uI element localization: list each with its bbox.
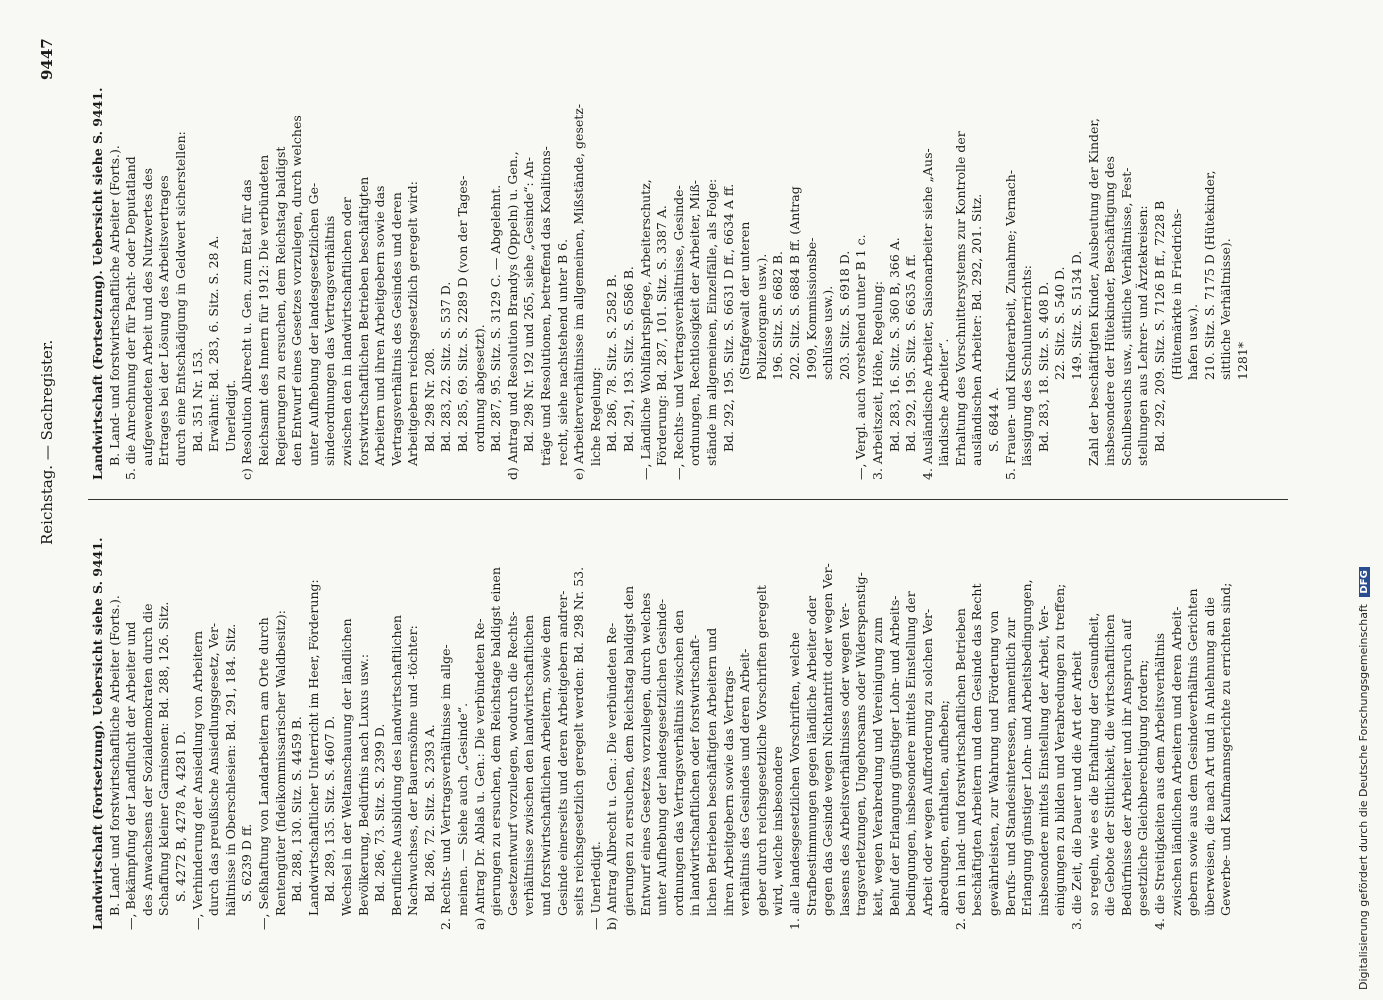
left-column-line: unter Aufhebung der landesgesetzlichen Gesinde- xyxy=(654,598,670,916)
right-column-line: (Hütemärkte in Friedrichs- xyxy=(1168,208,1184,380)
left-column-line: S. 4272 B, 4278 A, 4281 D. xyxy=(172,730,188,902)
right-column-line: Bd. 351 Nr. 153. xyxy=(189,347,205,452)
right-column-line: Bd. 285, 69. Sitz. S. 2289 D (von der Tages- xyxy=(455,175,471,452)
left-column-line: —, Verhinderung der Ansiedlung von Arbeitern xyxy=(189,630,205,930)
right-column-line: unter Aufhebung der landesgesetzlichen Ge- xyxy=(305,182,321,466)
left-column-line: tragsverletzungen, Ungehorsams oder Widerspenstig- xyxy=(853,572,869,916)
left-column-line: 3. die Zeit, die Dauer und die Art der Arbeit xyxy=(1069,651,1085,930)
right-column-line: Bd. 298 Nr. 192 und 265, siehe „Gesinde“: An- xyxy=(521,157,537,452)
right-column-line: 3. Arbeitszeit, Höhe, Regelung: xyxy=(869,280,885,480)
left-column-line: Gesetzentwurf vorzulegen, wodurch die Rechts- xyxy=(504,611,520,916)
left-column-line: die Gebote der Sittlichkeit, die wirtschaftlichen xyxy=(1102,614,1118,916)
right-column-line: liche Regelung: xyxy=(587,367,603,466)
left-column-line: wird, welche insbesondere xyxy=(770,746,786,916)
right-column-line: 149. Sitz. S. 5134 D. xyxy=(1069,250,1085,380)
right-column-line: 203. Sitz. S. 6918 D. xyxy=(836,250,852,380)
left-column-line: hältnisse in Oberschlesien: Bd. 291, 184. Sitz. xyxy=(222,623,238,916)
left-column-line: Bevölkerung, Bedürfnis nach Luxus usw.: xyxy=(355,653,371,916)
left-column-line: 4. die Streitigkeiten aus dem Arbeitsverhältnis xyxy=(1152,632,1167,930)
column-divider xyxy=(88,499,1288,500)
right-column-line: Bd. 283, 22. Sitz. S. 537 D. xyxy=(438,281,454,452)
left-column-heading: Landwirtschaft (Fortsetzung). Uebersicht siehe S. 9441. xyxy=(90,537,105,930)
right-column-line: Bd. 291, 193. Sitz. S. 6586 B. xyxy=(621,266,636,452)
right-column-line: Erhaltung des Vorschnittersystems zur Kontrolle der xyxy=(952,131,968,466)
right-column-line: e) Arbeiterverhältnisse im allgemeinen, Mißstände, gesetz- xyxy=(571,103,587,480)
left-column-line: Bd. 286, 73. Sitz. S. 2399 D. xyxy=(372,723,388,902)
left-column-line: keit, wegen Verabredung und Vereinigung zum xyxy=(869,617,885,916)
right-column-line: S. 6844 A. xyxy=(986,387,1002,452)
left-column-line: einigungen zu bilden und Verabredungen zu treffen; xyxy=(1052,583,1068,916)
right-column-line: träge und Resolutionen, betreffend das Koalitions- xyxy=(538,146,554,466)
right-column-line: 196. Sitz. S. 6682 B. xyxy=(770,251,786,380)
right-column-line: Bd. 292, 209. Sitz. S. 7126 B ff., 7228 B xyxy=(1152,200,1167,452)
right-column-line: Förderung: Bd. 287, 101. Sitz. S. 3387 A. xyxy=(654,205,670,466)
right-column-line: Polizeiorgane usw.). xyxy=(753,253,769,380)
left-column-line: ordnungen das Vertragsverhältnis zwischen den xyxy=(670,609,686,916)
digitization-credit xyxy=(1357,567,1370,990)
right-column-line: —, Ländliche Wohlfahrtspflege, Arbeiterschutz, xyxy=(637,179,653,480)
left-column-line: Behuf der Erlangung günstiger Lohn- und Arbeits- xyxy=(886,595,902,916)
page-number: 9447 xyxy=(38,38,56,80)
right-column-line: Bd. 292, 195. Sitz. S. 6635 A ff. xyxy=(903,253,919,452)
left-column-line: Strafbestimmungen gegen ländliche Arbeiter oder xyxy=(803,595,819,916)
left-column-line: so regeln, wie es die Erhaltung der Gesundheit, xyxy=(1085,612,1101,916)
left-column-line: —, Seßhaftung von Landarbeitern am Orte durch xyxy=(255,617,271,930)
left-column-line: zwischen ländlichen Arbeitern und deren Arbeit- xyxy=(1168,606,1184,916)
right-column-line: Zahl der beschäftigten Kinder, Ausbeutung der Kinder, xyxy=(1085,117,1101,466)
right-column-line: forstwirtschaftlichen Betrieben beschäftigten xyxy=(355,176,371,466)
right-column-line: recht, siehe nachstehend unter B 6. xyxy=(554,238,570,466)
left-column-line: gewährleisten, zur Wahrung und Förderung von xyxy=(986,610,1002,916)
left-column-line: überweisen, die nach Art und in Anlehnung an die xyxy=(1201,597,1217,916)
left-column xyxy=(90,520,1235,930)
right-column-line: ländische Arbeiter“. xyxy=(936,338,952,466)
left-column-line: lichen Betrieben beschäftigten Arbeitern und xyxy=(703,627,719,916)
right-column-line: —, Vergl. auch vorstehend unter B 1 c. xyxy=(853,234,869,480)
right-column-line: 22. Sitz. S. 540 D. xyxy=(1052,266,1068,380)
left-column-line: 2. den in land- und forstwirtschaftlichen Betrieben xyxy=(952,608,968,930)
left-column-line: bedingungen, insbesondere mittels Einstellung der xyxy=(903,591,919,916)
right-column-line: Reichsamt des Innern für 1912: Die verbündeten xyxy=(255,154,271,466)
left-column-line: Bd. 288, 130. Sitz. S. 4459 B. xyxy=(289,716,305,902)
right-column-line: 1281* xyxy=(1234,341,1250,380)
right-column-line: Vertragsverhältnis des Gesindes und deren xyxy=(388,192,404,466)
left-column-line: gegen das Gesinde wegen Nichtantritt oder wegen Ver- xyxy=(820,563,836,916)
left-column-line: ihren Arbeitgebern sowie das Vertrags- xyxy=(720,666,736,916)
right-column-line: 5. Frauen- und Kinderarbeit, Zunahme; Vernach- xyxy=(1002,169,1018,480)
right-column-line: Erwähnt: Bd. 283, 6. Sitz. S. 28 A. xyxy=(206,235,222,452)
page-header-title: Reichstag. — Sachregister. xyxy=(38,339,56,545)
left-column-line: beschäftigten Arbeitern und dem Gesinde das Recht xyxy=(969,583,985,916)
left-column-body xyxy=(123,520,1235,930)
left-column-line: und forstwirtschaftlichen Arbeitern, sowie dem xyxy=(538,615,554,916)
left-column-line: gierungen zu ersuchen, dem Reichstag baldigst den xyxy=(621,585,636,916)
credit-text: Digitalisierung gefördert durch die Deutsche Forschungsgemeinschaft xyxy=(1357,604,1370,990)
left-column-line: meinen. — Siehe auch „Gesinde“. xyxy=(455,702,471,916)
left-column-line: in landwirtschaftlichen oder forstwirtschaft- xyxy=(687,634,703,916)
left-column-line: Nachwuchses, der Bauernsöhne und -töchter: xyxy=(405,625,421,916)
right-column-line: Schulbesuchs usw., sittliche Verhältnisse, Fest- xyxy=(1118,167,1134,466)
right-column-line: Bd. 283, 18. Sitz. S. 408 D. xyxy=(1035,281,1051,452)
right-column-line: Arbeitern und ihren Arbeitgebern sowie das xyxy=(372,185,388,466)
right-column-line: ordnungen, Rechtlosigkeit der Arbeiter, Miß- xyxy=(687,180,703,466)
right-column-line: Bd. 283, 16. Sitz. S. 360 B, 366 A. xyxy=(886,237,902,452)
right-column-body xyxy=(123,70,1251,480)
right-column-line: Arbeitgebern reichsgesetzlich geregelt wird: xyxy=(405,181,421,466)
left-column-line: Landwirtschaftlicher Unterricht im Heer, Förderung: xyxy=(305,579,321,916)
left-column-line: b) Antrag Albrecht u. Gen.: Die verbündeten Re- xyxy=(604,622,620,930)
right-column-line: den Entwurf eines Gesetzes vorzulegen, durch welches xyxy=(289,115,305,466)
right-column-line: zwischen den in landwirtschaftlichen oder xyxy=(338,197,354,466)
right-column-line: ordnung abgesetzt). xyxy=(471,324,487,452)
left-column-line: verhältnis des Gesindes und deren Arbeit- xyxy=(737,648,753,916)
right-column-line: lässigung des Schulunterrichts: xyxy=(1019,265,1035,466)
left-column-line: Erlangung günstiger Lohn- und Arbeitsbedingungen, xyxy=(1019,579,1035,916)
right-column-line: Regierungen zu ersuchen, dem Reichstag baldigst xyxy=(272,146,288,466)
right-column-line: Bd. 286, 78. Sitz. S. 2582 B. xyxy=(604,274,620,452)
left-column-line: gebern sowie aus dem Gesindeverhältnis Gerichten xyxy=(1185,588,1201,916)
left-column-line: — Unerledigt. xyxy=(587,841,603,930)
left-column-line: Rentengüter (fideikommissarischer Waldbesitz): xyxy=(272,610,288,916)
left-column-line: Schaffung kleiner Garnisonen: Bd. 288, 126. Sitz. xyxy=(156,601,172,916)
right-column-line: 5. die Anrechnung der für Pacht- oder Deputatland xyxy=(123,156,139,480)
left-column-line: Berufs- und Standesinteressen, namentlich zur xyxy=(1002,617,1018,916)
right-column-line: stände im allgemeinen, Einzelfälle, als Folge: xyxy=(703,178,719,466)
left-column-line: gierungen zu ersuchen, dem Reichstage baldigst einen xyxy=(488,567,504,916)
left-column-line: seits reichsgesetzlich geregelt werden: Bd. 298 Nr. 53. xyxy=(571,566,587,916)
right-column-line: hafen usw.). xyxy=(1185,303,1201,380)
left-column-line: Entwurf eines Gesetzes vorzulegen, durch welches xyxy=(637,592,653,916)
right-column-line: Bd. 287, 95. Sitz. S. 3129 C. — Abgelehnt. xyxy=(488,184,504,452)
left-column-line: Gewerbe- und Kaufmannsgerichte zu errichten sind; xyxy=(1218,582,1234,916)
dfg-logo: DFG xyxy=(1359,567,1370,596)
right-column-line: Ertrages bei der Lösung des Arbeitsvertrages xyxy=(156,175,172,466)
right-column-line: c) Resolution Albrecht u. Gen. zum Etat für das xyxy=(239,179,255,480)
right-column-line: schlüsse usw.). xyxy=(820,285,836,380)
left-column-line: abredungen, enthalten, aufheben; xyxy=(936,700,952,916)
right-column-line: durch eine Entschädigung in Geldwert sicherstellen: xyxy=(172,131,188,466)
right-column-line: Unerledigt. xyxy=(222,379,238,452)
right-column-subheading: B. Land- und forstwirtschaftliche Arbeiter (Forts.). xyxy=(106,145,122,466)
left-column-line: Arbeit oder wegen Aufforderung zu solchen Ver- xyxy=(919,608,935,916)
left-column-line: Bd. 286, 72. Sitz. S. 2393 A. xyxy=(421,724,437,902)
left-column-line: a) Antrag Dr. Ablaß u. Gen.: Die verbündeten Re- xyxy=(471,618,487,930)
left-column-line: insbesondere mittels Einstellung der Arbeit, Ver- xyxy=(1035,605,1051,916)
left-column-line: Bd. 289, 135. Sitz. S. 4607 D. xyxy=(322,715,338,902)
right-column-line: d) Antrag und Resolution Brandys (Oppeln) u. Gen., xyxy=(504,151,520,480)
right-column-line: 202. Sitz. S. 6884 B ff. (Antrag xyxy=(786,186,802,380)
left-column-line: —, Bekämpfung der Landflucht der Arbeiter und xyxy=(123,621,139,930)
left-column-line: durch das preußische Ansiedlungsgesetz, Ver- xyxy=(206,622,222,916)
right-column-line: (Strafgewalt der unteren xyxy=(737,221,753,380)
right-column-line: ausländischen Arbeiter: Bd. 292, 201. Sitz. xyxy=(969,193,985,466)
right-column xyxy=(90,70,1252,480)
left-column-line: 1. alle landesgesetzlichen Vorschriften, welche xyxy=(786,632,802,930)
right-column-line: sindeordnungen das Vertragsverhältnis xyxy=(322,215,338,466)
left-column-line: verhältnisse zwischen den landwirtschaftlichen xyxy=(521,614,537,916)
right-column-line: sittliche Verhältnisse). xyxy=(1218,238,1234,380)
right-column-line: 4. Ausländische Arbeiter, Saisonarbeiter siehe „Aus- xyxy=(919,148,935,480)
left-column-line: des Anwachsens der Sozialdemokraten durch die xyxy=(139,603,155,916)
left-column-line: gesetzliche Gleichberechtigung fordern; xyxy=(1135,659,1151,916)
right-column-line: 210. Sitz. S. 7175 D (Hütekinder, xyxy=(1201,170,1217,380)
right-column-line: insbesondere der Hütekinder, Beschäftigung des xyxy=(1102,156,1118,466)
right-column-line: 1909, Kommissionsbe- xyxy=(803,237,819,380)
left-column-line: lassens des Arbeitsverhältnisses oder wegen Ver- xyxy=(836,602,852,916)
right-column-line: —, Rechts- und Vertragsverhältnisse, Gesinde- xyxy=(670,185,686,480)
left-column-line: 2. Rechts- und Vertragsverhältnisse im allge- xyxy=(438,644,454,930)
left-column-line: S. 6239 D ff. xyxy=(239,823,255,902)
right-column-line: Bd. 298 Nr. 208. xyxy=(421,347,437,452)
left-column-line: Gesinde einerseits und deren Arbeitgebern andrer- xyxy=(554,590,570,916)
left-column-subheading: B. Land- und forstwirtschaftliche Arbeiter (Forts.). xyxy=(106,595,122,916)
left-column-line: Bedürfnisse der Arbeiter und ihr Anspruch auf xyxy=(1118,619,1134,916)
right-column-line: aufgewendeten Arbeit und des Nutzwertes des xyxy=(139,167,155,466)
left-column-line: geber durch reichsgesetzliche Vorschriften geregelt xyxy=(753,585,769,916)
right-column-line: Bd. 292, 195. Sitz. S. 6631 D ff., 6634 A ff. xyxy=(720,183,736,452)
right-column-heading: Landwirtschaft (Fortsetzung). Uebersicht siehe S. 9441. xyxy=(90,87,105,480)
right-column-line: stellungen aus Lehrer- und Ärztekreisen: xyxy=(1135,205,1151,466)
left-column-line: Wechsel in der Weltanschauung der ländlichen xyxy=(338,618,354,916)
left-column-line: Berufliche Ausbildung des landwirtschaftlichen xyxy=(388,615,404,916)
